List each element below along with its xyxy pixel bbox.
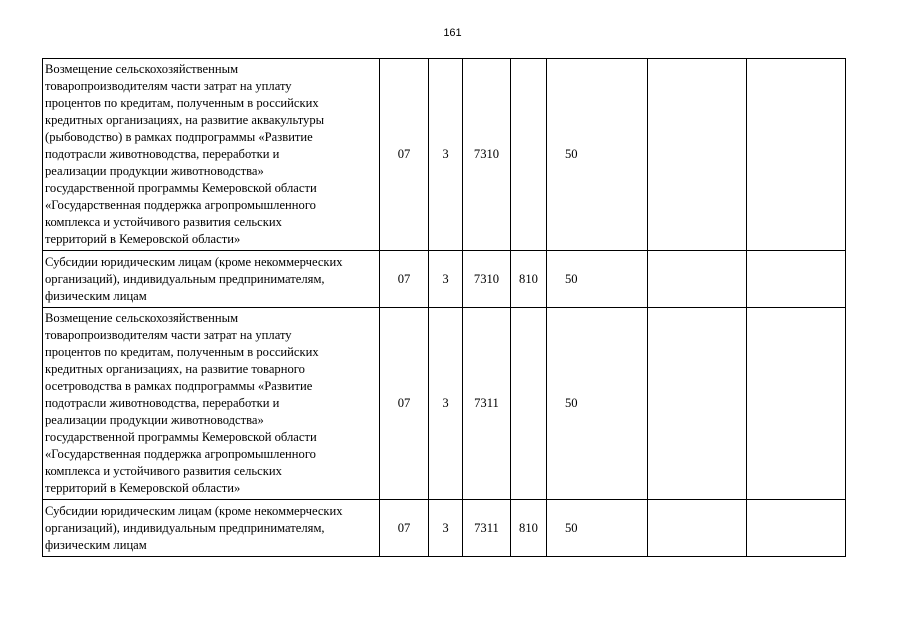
empty-cell [747,308,846,500]
empty-cell [648,308,747,500]
section-code: 07 [380,500,429,557]
empty-cell [747,251,846,308]
section-code: 07 [380,59,429,251]
section-code: 07 [380,251,429,308]
row-description: Возмещение сельскохозяйственным товаропроизводителям части затрат на уплату процентов по кредитам, полученным в российских кредитных организациях, на развитие товарного осетроводства в рамках подпрограммы «Развитие подотрасли животноводства, переработки и реализации продукции животноводства» государственной программы Кемеровской области «Государственная поддержка агропромышленного комплекса и устойчивого развития сельских территорий в Кемеровской области» [43,308,380,500]
target-article-code: 7311 [463,308,511,500]
amount-cell: 50 [547,59,648,251]
target-article-code: 7310 [463,59,511,251]
row-description: Субсидии юридическим лицам (кроме некоммерческих организаций), индивидуальным предпринимателям, физическим лицам [43,251,380,308]
section-code: 07 [380,308,429,500]
subsection-code: 3 [429,59,463,251]
table-row [43,251,846,308]
target-article-code: 7310 [463,251,511,308]
expense-type-code [511,308,547,500]
empty-cell [648,251,747,308]
amount-cell: 50 [547,308,648,500]
empty-cell [747,500,846,557]
amount-cell: 50 [547,500,648,557]
target-article-code: 7311 [463,500,511,557]
expense-type-code: 810 [511,500,547,557]
amount-cell: 50 [547,251,648,308]
subsection-code: 3 [429,251,463,308]
page-number: 161 [443,27,462,39]
table-row [43,59,846,251]
empty-cell [648,59,747,251]
expense-type-code [511,59,547,251]
subsection-code: 3 [429,308,463,500]
empty-cell [648,500,747,557]
row-description: Возмещение сельскохозяйственным товаропроизводителям части затрат на уплату процентов по кредитам, полученным в российских кредитных организациях, на развитие аквакультуры (рыбоводство) в рамках подпрограммы «Развитие подотрасли животноводства, переработки и реализации продукции животноводства» государственной программы Кемеровской области «Государственная поддержка агропромышленного комплекса и устойчивого развития сельских территорий в Кемеровской области» [43,59,380,251]
table-row [43,308,846,500]
budget-table [42,58,846,557]
empty-cell [747,59,846,251]
table-row [43,500,846,557]
row-description: Субсидии юридическим лицам (кроме некоммерческих организаций), индивидуальным предпринимателям, физическим лицам [43,500,380,557]
subsection-code: 3 [429,500,463,557]
expense-type-code: 810 [511,251,547,308]
